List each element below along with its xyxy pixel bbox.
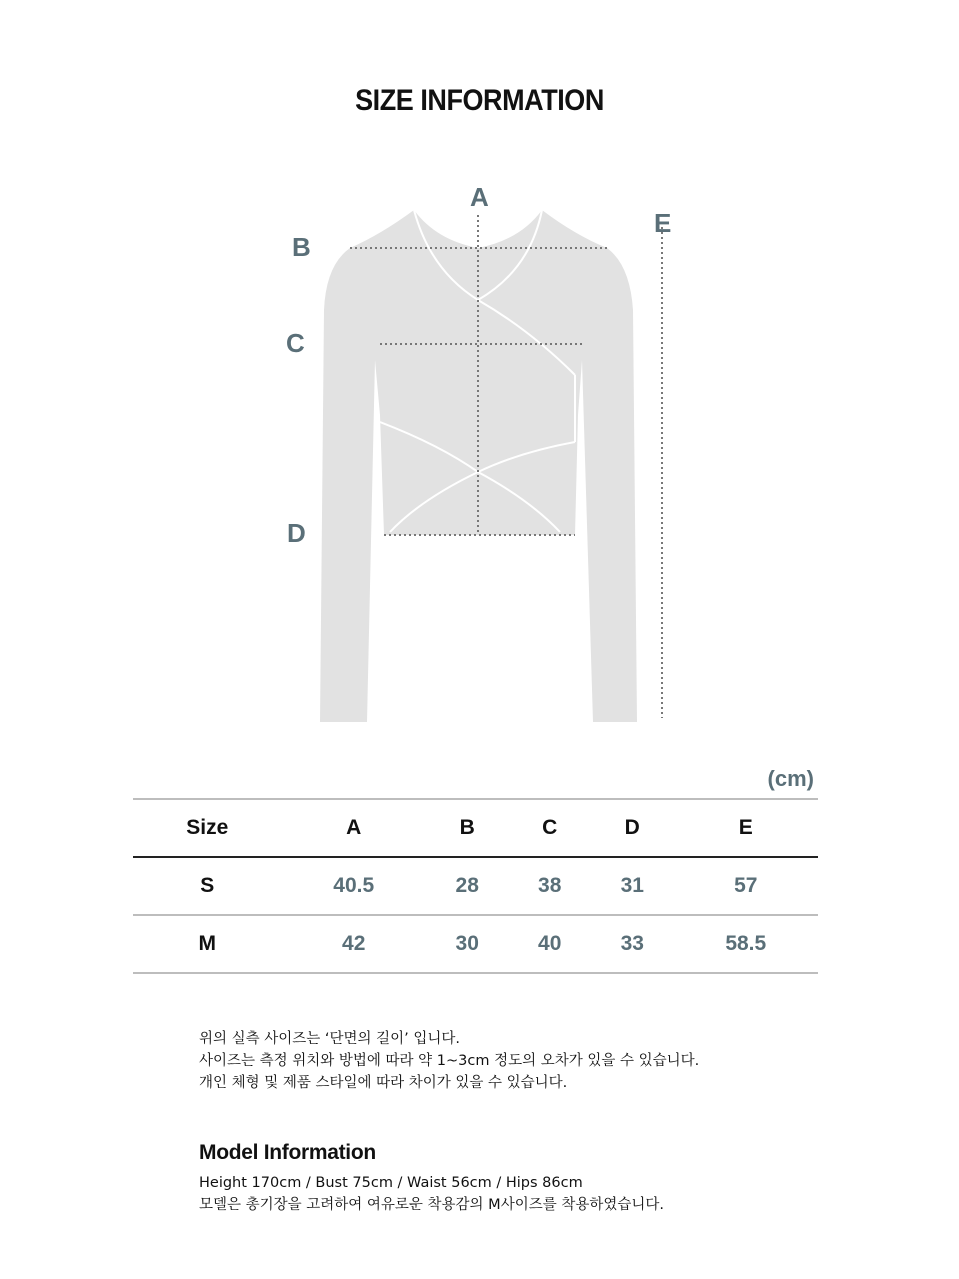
cell-value: 40 [538, 932, 562, 955]
header-e: E [738, 816, 753, 839]
row-size-label: S [200, 874, 215, 897]
label-d: D [287, 518, 306, 548]
note-line: 사이즈는 측정 위치와 방법에 따라 약 1~3cm 정도의 오차가 있을 수 있습니다. [199, 1053, 700, 1069]
label-b: B [292, 232, 311, 262]
size-table [133, 798, 818, 974]
cell-value: 58.5 [725, 932, 767, 955]
unit-label: (cm) [767, 766, 814, 791]
label-c: C [286, 328, 305, 358]
cell-value: 28 [455, 874, 479, 897]
cell-value: 30 [455, 932, 479, 955]
header-a: A [346, 816, 362, 839]
label-e: E [654, 208, 672, 238]
table-header-row [133, 799, 818, 857]
model-info-title: Model Information [199, 1141, 376, 1164]
header-size: Size [186, 816, 229, 839]
table-row [133, 857, 818, 915]
cell-value: 57 [734, 874, 758, 897]
label-a: A [470, 182, 489, 212]
table-row [133, 915, 818, 973]
cell-value: 33 [620, 932, 644, 955]
cell-value: 40.5 [333, 874, 375, 897]
note-line: 개인 체형 및 제품 스타일에 따라 차이가 있을 수 있습니다. [199, 1075, 568, 1091]
row-size-label: M [198, 932, 216, 955]
header-b: B [459, 816, 475, 839]
model-info [199, 1172, 664, 1216]
cell-value: 38 [538, 874, 562, 897]
garment-diagram [0, 160, 959, 740]
model-size-note: 모델은 총기장을 고려하여 여유로운 착용감의 M사이즈를 착용하였습니다. [199, 1197, 664, 1213]
cell-value: 42 [342, 932, 366, 955]
model-measurements: Height 170cm / Bust 75cm / Waist 56cm / Hips 86cm [199, 1175, 583, 1191]
page-title: SIZE INFORMATION [355, 84, 604, 117]
header-c: C [542, 816, 558, 839]
header-d: D [624, 816, 640, 839]
note-line: 위의 실측 사이즈는 ‘단면의 길이’ 입니다. [199, 1031, 460, 1047]
size-notes [199, 1028, 699, 1094]
cell-value: 31 [620, 874, 644, 897]
